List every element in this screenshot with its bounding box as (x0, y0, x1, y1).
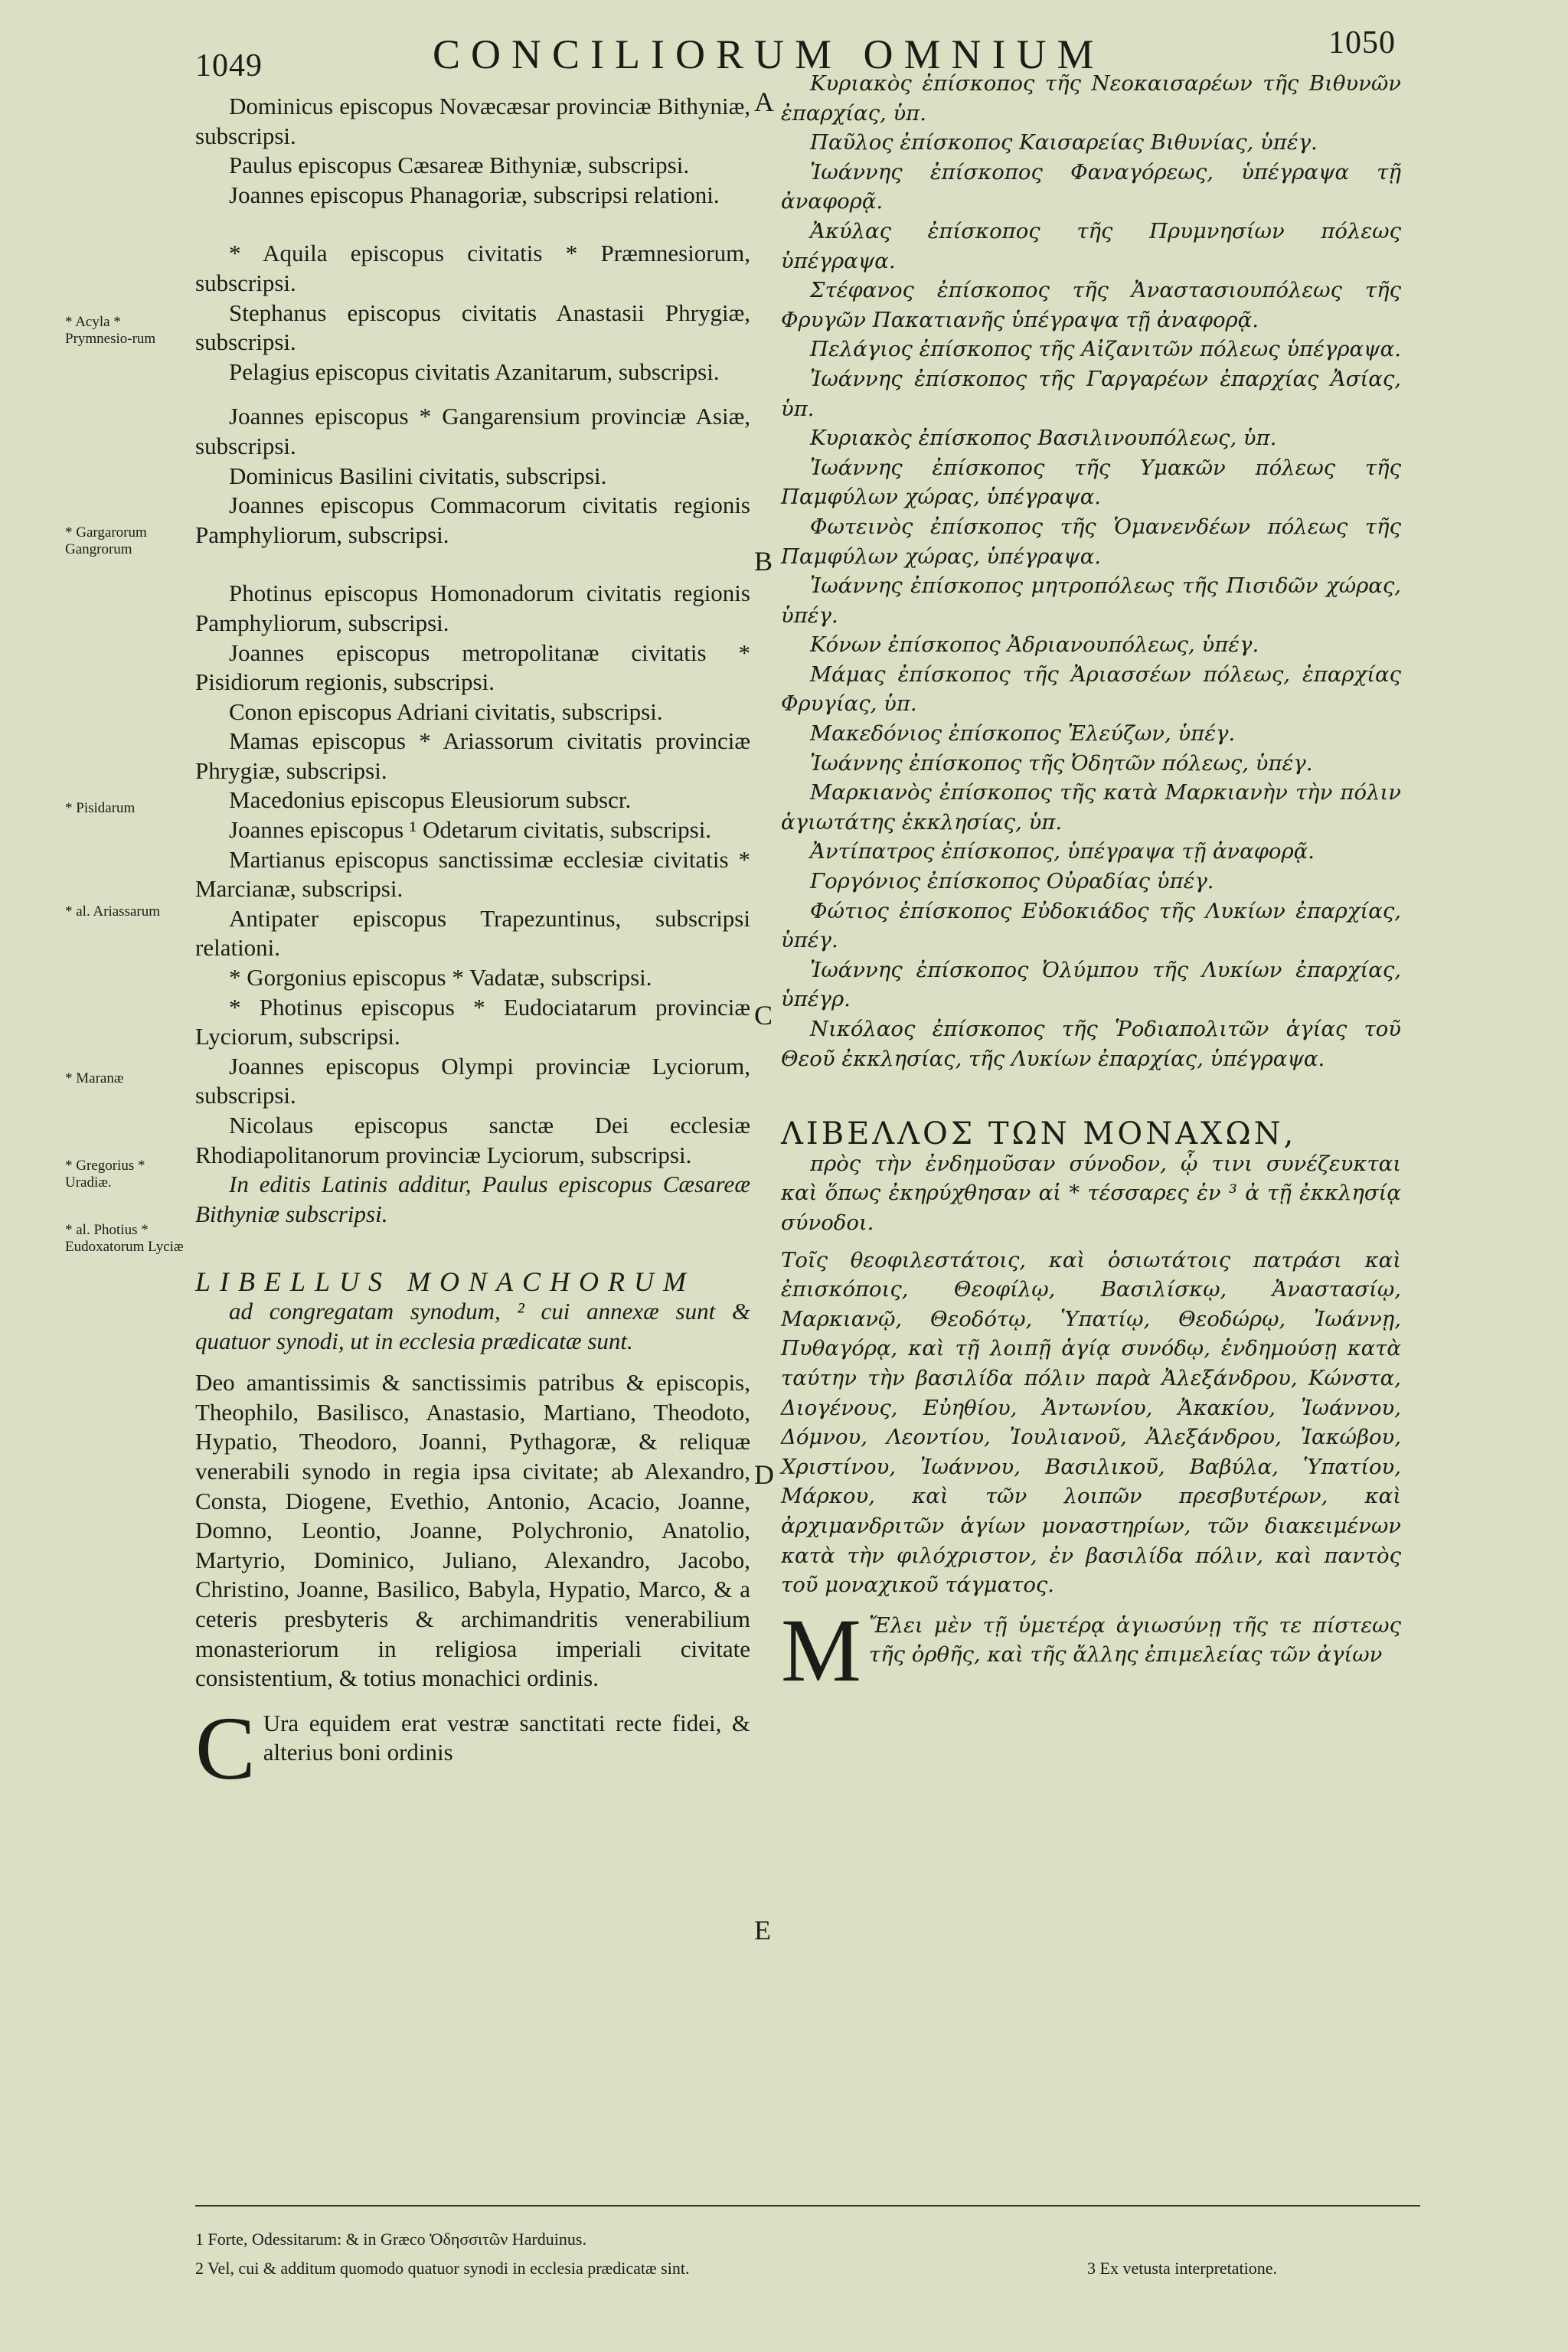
libellus-opening-greek (781, 1599, 1401, 1700)
greek-subscription: Ἀντίπατρος ἐπίσκοπος, ὑπέγραψα τῇ ἀναφορᾷ. (810, 839, 1315, 864)
latin-subscription: Joannes episcopus ¹ Odetarum civitatis, subscripsi. (229, 816, 712, 844)
greek-subscription: Γοργόνιος ἐπίσκοπος Οὐραδίας ὑπέγ. (810, 869, 1214, 894)
latin-subscription: * Gorgonius episcopus * Vadatæ, subscripsi. (229, 964, 652, 991)
greek-subscription: Ἰωάννης ἐπίσκοπος μητροπόλεως τῆς Πισιδῶν χώρας, ὑπέγ. (781, 573, 1401, 628)
greek-subscription: Φώτιος ἐπίσκοπος Εὐδοκιάδος τῆς Λυκίων ἐπαρχίας, ὑπέγ. (781, 898, 1401, 953)
libellus-opening-latin (195, 1697, 750, 1798)
latin-subscription: Pelagius episcopus civitatis Azanitarum, subscripsi. (229, 358, 720, 385)
margin-note: * al. Ariassarum (65, 903, 161, 920)
latin-subscription: Mamas episcopus * Ariassorum civitatis provinciæ Phrygiæ, subscripsi. (195, 727, 750, 784)
latin-subscription: Joannes episcopus metropolitanæ civitatis * Pisidiorum regionis, subscripsi. (195, 639, 750, 696)
greek-subscription: Ἰωάννης ἐπίσκοπος Ὀλύμπου τῆς Λυκίων ἐπαρχίας, ὑπέγρ. (781, 957, 1401, 1012)
latin-subscription: Photinus episcopus Homonadorum civitatis regionis Pamphyliorum, subscripsi. (195, 580, 750, 636)
greek-subscription: Ἰωάννης ἐπίσκοπος τῆς Γαργαρέων ἐπαρχίας Ἀσίας, ὑπ. (781, 366, 1401, 421)
greek-subscription: Ἀκύλας ἐπίσκοπος τῆς Πρυμνησίων πόλεως ὑπέγραψα. (781, 218, 1401, 273)
latin-subscription: * Aquila episcopus civitatis * Præmnesiorum, subscripsi. (195, 240, 750, 296)
greek-subscription: Μαρκιανὸς ἐπίσκοπος τῆς κατὰ Μαρκιανὴν τὴν πόλιν ἁγιωτάτης ἐκκλησίας, ὑπ. (781, 780, 1401, 835)
libellus-salutation-latin: Deo amantissimis & sanctissimis patribus & episcopis, Theophilo, Basilisco, Anastasio, Martiano, Theodoto, Hypatio, Theodoro, Joanni, Pythagoræ, & reliquæ venerabili synodo in regia ipsa civitate; ab Alexandro, Consta, Diogene, Evethio, Antonio, Acacio, Joanne, Domno, Leontio, Joanne, Polychronio, Anatolio, Martyrio, Dominico, Juliano, Alexandro, Jacobo, Christino, Joanne, Basilico, Babyla, Hypatio, Marco, & a ceteris presbyteris & archimandritis venerabilium monasteriorum in religiosa imperiali civitate consistentium, & totius monachici ordinis. (195, 1369, 750, 1692)
libellus-salutation-greek: Τοῖς θεοφιλεστάτοις, καὶ ὁσιωτάτοις πατράσι καὶ ἐπισκόποις, Θεοφίλῳ, Βασιλίσκῳ, Ἀναστασίῳ, Μαρκιανῷ, Θεοδότῳ, Ὑπατίῳ, Θεοδώρῳ, Ἰωάννῃ, Πυθαγόρᾳ, καὶ τῇ λοιπῇ ἁγίᾳ συνόδῳ, ἐνδημούσῃ κατὰ ταύτην τὴν βασιλίδα πόλιν παρὰ Ἀλεξάνδρου, Κώνστα, Διογένους, Εὐηθίου, Ἀντωνίου, Ἀκακίου, Ἰωάννου, Δόμνου, Λεοντίου, Ἰουλιανοῦ, Ἀλεξάνδρου, Ἰακώβου, Χριστίνου, Ἰωάννου, Βασιλικοῦ, Βαβύλα, Ὑπατίου, Μάρκου, καὶ τῶν λοιπῶν πρεσβυτέρων, καὶ ἀρχιμανδριτῶν ἁγίων μοναστηρίων, τῶν διακειμένων κατὰ τὴν φιλόχριστον, ἐν βασιλίδα πόλιν, καὶ παντὸς τοῦ μοναχικοῦ τάγματος. (781, 1247, 1401, 1598)
margin-note: * al. Photius * Eudoxatorum Lyciæ (65, 1222, 184, 1255)
drop-cap: Μ (781, 1599, 861, 1700)
footnote-3: 3 Ex vetusta interpretatione. (1087, 2259, 1278, 2278)
greek-subscription: Μακεδόνιος ἐπίσκοπος Ἐλεύζων, ὑπέγ. (810, 721, 1236, 746)
running-title: CONCILIORUM OMNIUM (433, 31, 1105, 77)
latin-column (195, 92, 750, 1798)
greek-subscription: Ἰωάννης ἐπίσκοπος τῆς Υμακῶν πόλεως τῆς Παμφύλων χώρας, ὑπέγραψα. (781, 455, 1401, 510)
libellus-title-latin: LIBELLUS MONACHORUM (195, 1266, 696, 1298)
margin-note: * Gargarorum Gangrorum (65, 524, 147, 557)
margin-note: * Maranæ (65, 1070, 124, 1086)
section-letter-e: E (754, 1915, 771, 1945)
greek-subscription: Νικόλαος ἐπίσκοπος τῆς Ῥοδιαπολιτῶν ἁγίας τοῦ Θεοῦ ἐκκλησίας, τῆς Λυκίων ἐπαρχίας, ὑπέγραψα. (781, 1017, 1401, 1071)
latin-subscription: Joannes episcopus * Gangarensium provinciæ Asiæ, subscripsi. (195, 403, 750, 459)
footnote-2: 2 Vel, cui & additum quomodo quatuor synodi in ecclesia prædicatæ sint. (195, 2259, 690, 2278)
footnote-1: 1 Forte, Odessitarum: & in Græco Ὀδησσιτῶν Harduinus. (195, 2230, 586, 2249)
latin-subscription: Nicolaus episcopus sanctæ Dei ecclesiæ Rhodiapolitanorum provinciæ Lyciorum, subscripsi. (195, 1112, 750, 1168)
section-letter-b: B (754, 546, 773, 577)
latin-subscription: Macedonius episcopus Eleusiorum subscr. (229, 786, 632, 814)
libellus-opening-text: Ura equidem erat vestræ sanctitati recte fidei, & alterius boni ordinis (263, 1709, 750, 1766)
section-letter-c: C (754, 1000, 773, 1031)
margin-note: * Acyla * Prymnesio-rum (65, 314, 156, 347)
greek-subscription: Ἰωάννης ἐπίσκοπος τῆς Ὀδητῶν πόλεως, ὑπέγ. (810, 750, 1313, 776)
greek-subscription: Κυριακὸς ἐπίσκοπος Βασιλινουπόλεως, ὑπ. (810, 426, 1277, 451)
greek-subscription: Μάμας ἐπίσκοπος τῆς Ἀριασσέων πόλεως, ἐπαρχίας Φρυγίας, ὑπ. (781, 662, 1401, 717)
left-page-number: 1049 (195, 48, 263, 83)
latin-subscription: Martianus episcopus sanctissimæ ecclesiæ civitatis * Marcianæ, subscripsi. (195, 845, 750, 903)
latin-subscription: Joannes episcopus Olympi provinciæ Lyciorum, subscripsi. (195, 1052, 750, 1109)
greek-subscription: Κυριακὸς ἐπίσκοπος τῆς Νεοκαισαρέων τῆς Βιθυνῶν ἐπαρχίας, ὑπ. (781, 71, 1401, 126)
libellus-subtitle-latin: ad congregatam synodum, ² cui annexæ sunt & quatuor synodi, ut in ecclesia prædicatæ sunt. (195, 1297, 750, 1354)
greek-subscription: Φωτεινὸς ἐπίσκοπος τῆς Ὁμανενδέων πόλεως τῆς Παμφύλων χώρας, ὑπέγραψα. (781, 514, 1401, 569)
section-letter-a: A (754, 87, 774, 117)
drop-cap: C (195, 1697, 256, 1798)
margin-note: * Pisidarum (65, 800, 136, 816)
latin-subscription: Stephanus episcopus civitatis Anastasii Phrygiæ, subscripsi. (195, 299, 750, 356)
latin-subscription: Dominicus episcopus Novæcæsar provinciæ Bithyniæ, subscripsi. (195, 93, 750, 149)
latin-subscription: Joannes episcopus Commacorum civitatis regionis Pamphyliorum, subscripsi. (195, 492, 750, 548)
margin-note: * Gregorius * Uradiæ. (65, 1158, 145, 1191)
latin-subscription: Joannes episcopus Phanagoriæ, subscripsi relationi. (229, 181, 720, 208)
latin-subscription: * Photinus episcopus * Eudociatarum provinciæ Lyciorum, subscripsi. (195, 993, 750, 1050)
greek-subscription: Πελάγιος ἐπίσκοπος τῆς Αἰζανιτῶν πόλεως ὑπέγραψα. (810, 337, 1401, 362)
section-letter-d: D (754, 1459, 774, 1490)
latin-subscription: Antipater episcopus Trapezuntinus, subscripsi relationi. (195, 904, 750, 962)
latin-subscription: Dominicus Basilini civitatis, subscripsi. (229, 462, 607, 489)
footnote-rule (195, 2205, 1420, 2207)
libellus-title-greek: ΛΙΒΕΛΛΟΣ ΤΩΝ ΜΟΝΑΧΩΝ, (781, 1116, 1297, 1152)
latin-subscription: Conon episcopus Adriani civitatis, subscripsi. (229, 697, 663, 725)
libellus-opening-text-greek: Ἔλει μὲν τῇ ὑμετέρᾳ ἁγιωσύνῃ τῆς τε πίστεως τῆς ὀρθῆς, καὶ τῆς ἄλλης ἐπιμελείας τῶν ἀγίων (868, 1612, 1401, 1668)
greek-subscription: Στέφανος ἐπίσκοπος τῆς Ἀναστασιουπόλεως τῆς Φρυγῶν Πακατιανῆς ὑπέγραψα τῇ ἀναφορᾷ. (781, 278, 1401, 332)
greek-column (781, 69, 1401, 1700)
latin-subscription: Paulus episcopus Cæsareæ Bithyniæ, subscripsi. (229, 152, 690, 179)
greek-subscription: Κόνων ἐπίσκοπος Ἀδριανουπόλεως, ὑπέγ. (810, 632, 1259, 658)
greek-subscription: Ἰωάννης ἐπίσκοπος Φαναγόρεως, ὑπέγραψα τῇ ἀναφορᾷ. (781, 159, 1401, 214)
latin-editorial-note: In editis Latinis additur, Paulus episcopus Cæsareæ Bithyniæ subscripsi. (195, 1171, 750, 1227)
libellus-subtitle-greek: πρὸς τὴν ἐνδημοῦσαν σύνοδον, ᾧ τινι συνέζευκται καὶ ὅπως ἐκηρύχθησαν αἱ * τέσσαρες ἐν ³ ἀ τῇ ἐκκλησίᾳ σύνοδοι. (781, 1151, 1401, 1235)
right-page-number: 1050 (1328, 25, 1396, 60)
greek-subscription: Παῦλος ἐπίσκοπος Καισαρείας Βιθυνίας, ὑπέγ. (810, 130, 1318, 155)
